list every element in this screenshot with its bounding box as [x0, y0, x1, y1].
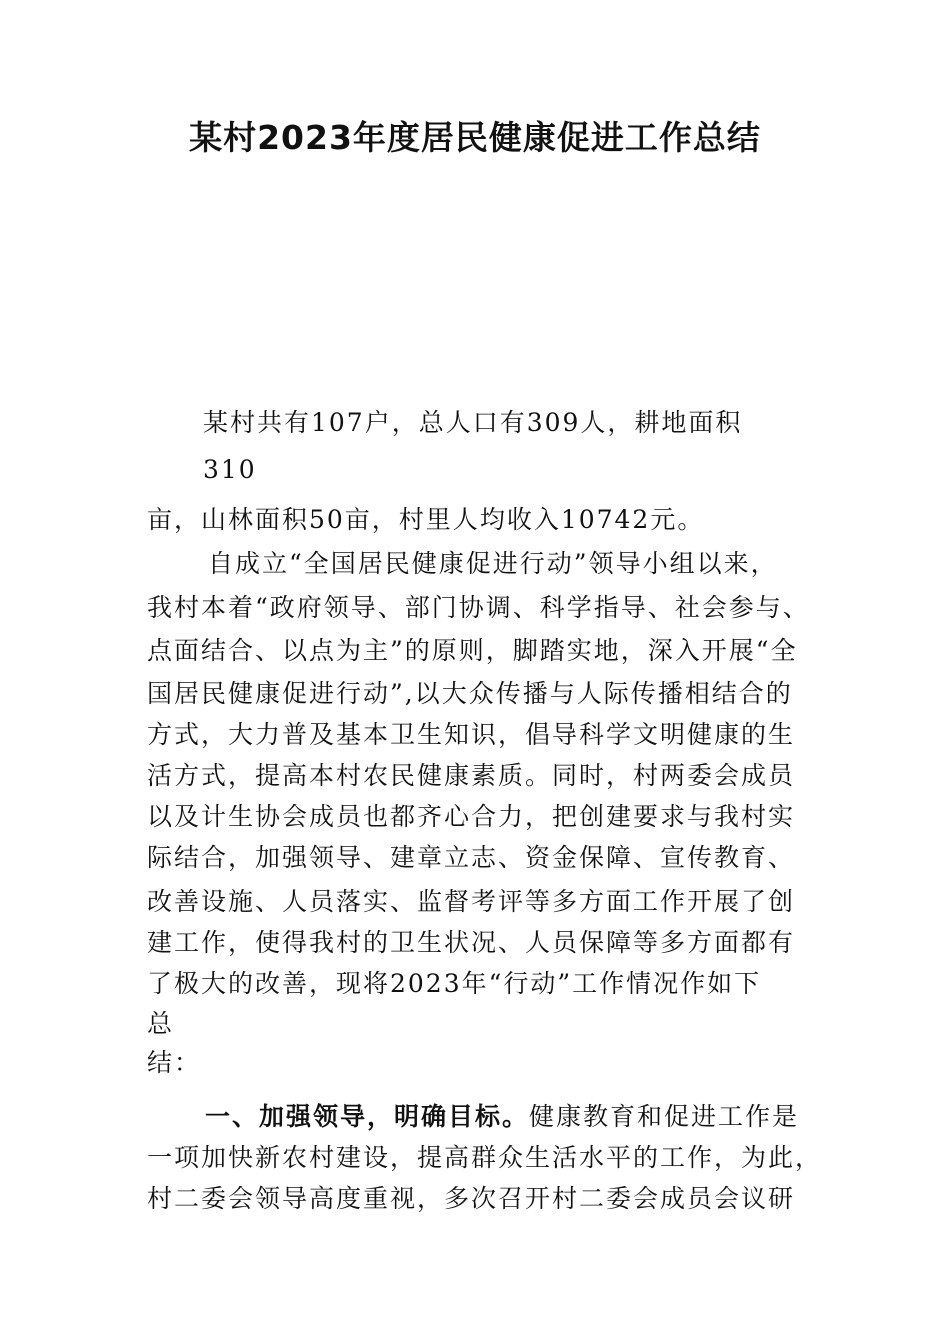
paragraph-line: 我村本着“政府领导、部门协调、科学指导、社会参与、	[147, 593, 810, 622]
paragraph-line: 方式，大力普及基本卫生知识，倡导科学文明健康的生	[147, 720, 796, 749]
paragraph-line: 以及计生协会成员也都齐心合力，把创建要求与我村实	[147, 802, 796, 831]
section-1-first-line	[205, 1100, 799, 1134]
paragraph-line: 建工作，使得我村的卫生状况、人员保障等多方面都有	[147, 928, 796, 957]
paragraph-line: 改善设施、人员落实、监督考评等多方面工作开展了创	[147, 887, 796, 916]
section-1-line: 一项加快新农村建设，提高群众生活水平的工作，为此，	[147, 1143, 823, 1172]
paragraph-line: 自成立“全国居民健康促进行动”领导小组以来，	[208, 549, 778, 578]
intro-line: 亩，山林面积50亩，村里人均收入10742元。	[147, 505, 705, 534]
page-title: 某村2023年度居民健康促进工作总结	[189, 118, 761, 157]
paragraph-line: 国居民健康促进行动”,以大众传播与人际传播相结合的	[147, 679, 793, 708]
paragraph-line: 活方式，提高本村农民健康素质。同时，村两委会成员	[147, 761, 796, 790]
paragraph-line: 结：	[147, 1048, 202, 1077]
paragraph-line: 点面结合、以点为主”的原则，脚踏实地，深入开展“全	[147, 636, 798, 665]
paragraph-line: 了极大的改善，现将2023年“行动”工作情况作如下	[147, 969, 762, 998]
section-1-line: 村二委会领导高度重视，多次召开村二委会成员会议研	[147, 1184, 796, 1213]
intro-line: 310	[203, 455, 257, 484]
paragraph-line: 际结合，加强领导、建章立志、资金保障、宣传教育、	[147, 843, 796, 872]
intro-line: 某村共有107户，总人口有309人，耕地面积	[203, 408, 743, 437]
section-1-text: 健康教育和促进工作是	[529, 1102, 800, 1131]
paragraph-line: 总	[147, 1009, 175, 1038]
section-1-heading: 一、加强领导，明确目标。	[205, 1102, 530, 1131]
